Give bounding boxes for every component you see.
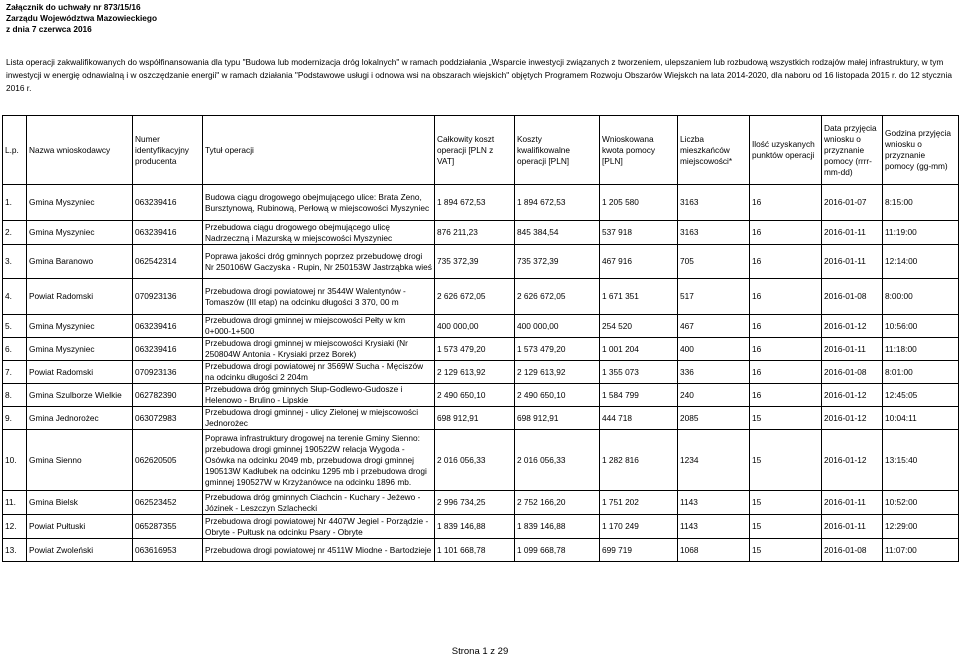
intro-paragraph: Lista operacji zakwalifikowanych do współfinansowania dla typu "Budowa lub modernizacja dróg lokalnych" w ramach poddziałania „Wsparcie inwestycji związanych z tworzeniem, ulepszaniem lub rozbudową wszystkich rodzajów małej infrastruktury, w tym inwestycji w energię odnawialną i w oszczędzanie energii" w ramach działania "Podstawowe usługi i odnowa wsi na obszarach wiejskich" objętych Programem Rozwoju Obszarów Wiejskch na lata 2014-2020, dla naboru od 16 listopada 2015 r. do 12 stycznia 2016 r.	[6, 57, 952, 93]
cell-total-cost: 1 894 672,53	[435, 185, 515, 221]
cell-eligible-cost: 2 129 613,92	[515, 361, 600, 384]
cell-residents: 336	[678, 361, 750, 384]
cell-eligible-cost: 1 573 479,20	[515, 338, 600, 361]
cell-points: 16	[750, 384, 822, 407]
cell-producer-id: 063239416	[133, 185, 203, 221]
cell-lp: 1.	[3, 185, 27, 221]
cell-title: Poprawa jakości dróg gminnych poprzez przebudowę drogi Nr 250106W Gaczyska - Rupin, Nr 250153W Jastrząbka wieś	[203, 245, 435, 279]
cell-requested-amount: 1 170 249	[600, 515, 678, 539]
cell-residents: 1143	[678, 491, 750, 515]
cell-applicant: Gmina Myszyniec	[27, 185, 133, 221]
cell-lp: 5.	[3, 315, 27, 338]
cell-date: 2016-01-08	[822, 539, 883, 562]
cell-eligible-cost: 400 000,00	[515, 315, 600, 338]
col-header-lp: L.p.	[3, 116, 27, 185]
cell-producer-id: 062542314	[133, 245, 203, 279]
col-header-title: Tytuł operacji	[203, 116, 435, 185]
cell-requested-amount: 1 355 073	[600, 361, 678, 384]
cell-lp: 4.	[3, 279, 27, 315]
cell-points: 16	[750, 361, 822, 384]
cell-producer-id: 062523452	[133, 491, 203, 515]
cell-total-cost: 400 000,00	[435, 315, 515, 338]
cell-title: Poprawa infrastruktury drogowej na terenie Gminy Sienno: przebudowa drogi gminnej 190522W relacja Wygoda - Osówka na odcinku 2049 mb, przebudowa drogi gminnej 190513W Kadłubek na odcinku 1295 mb i przebudowa drogi gminnej 190527W w Krzyżanówce na odcinku 1896 mb.	[203, 430, 435, 491]
cell-title: Przebudowa drogi gminnej w miejscowości Pełty w km 0+000-1+500	[203, 315, 435, 338]
cell-title: Przebudowa drogi powiatowej Nr 4407W Jegiel - Porządzie - Obryte - Pułtusk na odcinku Psary - Obryte	[203, 515, 435, 539]
cell-total-cost: 1 101 668,78	[435, 539, 515, 562]
table-row	[3, 407, 959, 430]
cell-time: 12:45:05	[883, 384, 959, 407]
cell-applicant: Gmina Baranowo	[27, 245, 133, 279]
cell-points: 16	[750, 279, 822, 315]
cell-producer-id: 063072983	[133, 407, 203, 430]
table-row	[3, 315, 959, 338]
cell-title: Przebudowa dróg gminnych Słup-Godlewo-Gudosze i Helenowo - Brulino - Lipskie	[203, 384, 435, 407]
col-header-time: Godzina przyjęcia wniosku o przyznanie pomocy (gg-mm)	[883, 116, 959, 185]
cell-requested-amount: 537 918	[600, 221, 678, 245]
cell-title: Przebudowa drogi powiatowej nr 4511W Miodne - Bartodzieje	[203, 539, 435, 562]
cell-producer-id: 063239416	[133, 338, 203, 361]
cell-residents: 1068	[678, 539, 750, 562]
cell-points: 15	[750, 515, 822, 539]
cell-lp: 8.	[3, 384, 27, 407]
table-header-row	[3, 116, 959, 185]
cell-residents: 1143	[678, 515, 750, 539]
cell-residents: 400	[678, 338, 750, 361]
header-line-1: Załącznik do uchwały nr 873/15/16	[6, 2, 141, 12]
cell-title: Przebudowa dróg gminnych Ciachcin - Kuchary - Jeżewo - Józinek - Leszczyn Szlachecki	[203, 491, 435, 515]
col-header-points: Ilość uzyskanych punktów operacji	[750, 116, 822, 185]
col-header-total-cost: Całkowity koszt operacji [PLN z VAT]	[435, 116, 515, 185]
cell-points: 16	[750, 315, 822, 338]
cell-producer-id: 063239416	[133, 315, 203, 338]
cell-date: 2016-01-07	[822, 185, 883, 221]
cell-time: 8:01:00	[883, 361, 959, 384]
cell-points: 15	[750, 430, 822, 491]
cell-producer-id: 062620505	[133, 430, 203, 491]
cell-time: 11:18:00	[883, 338, 959, 361]
cell-date: 2016-01-12	[822, 430, 883, 491]
table-row	[3, 361, 959, 384]
cell-producer-id: 070923136	[133, 361, 203, 384]
cell-time: 10:04:11	[883, 407, 959, 430]
cell-applicant: Gmina Myszyniec	[27, 221, 133, 245]
table-row	[3, 539, 959, 562]
cell-residents: 467	[678, 315, 750, 338]
cell-time: 12:29:00	[883, 515, 959, 539]
table-row	[3, 338, 959, 361]
header-line-2: Zarządu Województwa Mazowieckiego	[6, 13, 158, 23]
cell-applicant: Gmina Sienno	[27, 430, 133, 491]
cell-producer-id: 062782390	[133, 384, 203, 407]
cell-time: 10:56:00	[883, 315, 959, 338]
table-row	[3, 430, 959, 491]
header-line-3: z dnia 7 czerwca 2016	[6, 24, 92, 34]
cell-title: Przebudowa ciągu drogowego obejmującego ulicę Nadrzeczną i Mazurską w miejscowości Myszyniec	[203, 221, 435, 245]
cell-requested-amount: 1 751 202	[600, 491, 678, 515]
cell-producer-id: 063239416	[133, 221, 203, 245]
cell-points: 16	[750, 338, 822, 361]
cell-eligible-cost: 735 372,39	[515, 245, 600, 279]
cell-requested-amount: 699 719	[600, 539, 678, 562]
cell-residents: 517	[678, 279, 750, 315]
cell-residents: 3163	[678, 221, 750, 245]
document-header	[6, 2, 157, 35]
cell-total-cost: 2 490 650,10	[435, 384, 515, 407]
cell-lp: 12.	[3, 515, 27, 539]
cell-title: Przebudowa drogi powiatowej nr 3544W Walentynów - Tomaszów (III etap) na odcinku długości 3 370, 00 m	[203, 279, 435, 315]
cell-date: 2016-01-11	[822, 491, 883, 515]
cell-applicant: Gmina Myszyniec	[27, 338, 133, 361]
col-header-requested-amount: Wnioskowana kwota pomocy [PLN]	[600, 116, 678, 185]
cell-date: 2016-01-11	[822, 338, 883, 361]
cell-time: 13:15:40	[883, 430, 959, 491]
cell-residents: 3163	[678, 185, 750, 221]
cell-producer-id: 070923136	[133, 279, 203, 315]
cell-applicant: Gmina Szulborze Wielkie	[27, 384, 133, 407]
cell-date: 2016-01-11	[822, 515, 883, 539]
table-row	[3, 185, 959, 221]
cell-lp: 3.	[3, 245, 27, 279]
table-row	[3, 279, 959, 315]
cell-requested-amount: 1 205 580	[600, 185, 678, 221]
cell-time: 11:19:00	[883, 221, 959, 245]
cell-date: 2016-01-11	[822, 221, 883, 245]
cell-points: 15	[750, 491, 822, 515]
cell-total-cost: 1 573 479,20	[435, 338, 515, 361]
cell-lp: 6.	[3, 338, 27, 361]
cell-title: Przebudowa drogi gminnej w miejscowości Krysiaki (Nr 250804W Antonia - Krysiaki przez Borek)	[203, 338, 435, 361]
cell-requested-amount: 1 001 204	[600, 338, 678, 361]
cell-residents: 705	[678, 245, 750, 279]
page-number: Strona 1 z 29	[451, 646, 509, 657]
table-row	[3, 515, 959, 539]
cell-lp: 11.	[3, 491, 27, 515]
cell-eligible-cost: 2 752 166,20	[515, 491, 600, 515]
cell-requested-amount: 1 671 351	[600, 279, 678, 315]
table-row	[3, 384, 959, 407]
cell-residents: 1234	[678, 430, 750, 491]
cell-requested-amount: 254 520	[600, 315, 678, 338]
operations-table	[2, 115, 959, 562]
table-row	[3, 245, 959, 279]
cell-eligible-cost: 2 490 650,10	[515, 384, 600, 407]
cell-points: 16	[750, 185, 822, 221]
cell-requested-amount: 444 718	[600, 407, 678, 430]
cell-lp: 9.	[3, 407, 27, 430]
cell-title: Przebudowa drogi powiatowej nr 3569W Sucha - Męciszów na odcinku długości 2 204m	[203, 361, 435, 384]
cell-total-cost: 2 016 056,33	[435, 430, 515, 491]
col-header-residents: Liczba mieszkańców miejscowości*	[678, 116, 750, 185]
cell-total-cost: 876 211,23	[435, 221, 515, 245]
cell-applicant: Powiat Zwoleński	[27, 539, 133, 562]
cell-total-cost: 1 839 146,88	[435, 515, 515, 539]
cell-lp: 7.	[3, 361, 27, 384]
table-row	[3, 491, 959, 515]
cell-eligible-cost: 1 099 668,78	[515, 539, 600, 562]
col-header-applicant: Nazwa wnioskodawcy	[27, 116, 133, 185]
cell-date: 2016-01-12	[822, 407, 883, 430]
cell-eligible-cost: 845 384,54	[515, 221, 600, 245]
cell-residents: 240	[678, 384, 750, 407]
cell-eligible-cost: 1 839 146,88	[515, 515, 600, 539]
cell-applicant: Powiat Radomski	[27, 279, 133, 315]
cell-eligible-cost: 1 894 672,53	[515, 185, 600, 221]
col-header-date: Data przyjęcia wniosku o przyznanie pomocy (rrrr-mm-dd)	[822, 116, 883, 185]
cell-producer-id: 063616953	[133, 539, 203, 562]
cell-applicant: Gmina Myszyniec	[27, 315, 133, 338]
cell-points: 15	[750, 407, 822, 430]
cell-date: 2016-01-11	[822, 245, 883, 279]
cell-lp: 13.	[3, 539, 27, 562]
cell-date: 2016-01-08	[822, 361, 883, 384]
cell-eligible-cost: 2 016 056,33	[515, 430, 600, 491]
cell-date: 2016-01-12	[822, 384, 883, 407]
cell-date: 2016-01-08	[822, 279, 883, 315]
cell-date: 2016-01-12	[822, 315, 883, 338]
cell-requested-amount: 1 282 816	[600, 430, 678, 491]
cell-eligible-cost: 2 626 672,05	[515, 279, 600, 315]
cell-total-cost: 735 372,39	[435, 245, 515, 279]
col-header-producer-id: Numer identyfikacyjny producenta	[133, 116, 203, 185]
cell-total-cost: 2 129 613,92	[435, 361, 515, 384]
cell-time: 10:52:00	[883, 491, 959, 515]
cell-applicant: Powiat Radomski	[27, 361, 133, 384]
cell-total-cost: 2 626 672,05	[435, 279, 515, 315]
cell-applicant: Gmina Bielsk	[27, 491, 133, 515]
cell-time: 8:00:00	[883, 279, 959, 315]
col-header-eligible-cost: Koszty kwalifikowalne operacji [PLN]	[515, 116, 600, 185]
cell-residents: 2085	[678, 407, 750, 430]
cell-points: 15	[750, 539, 822, 562]
cell-total-cost: 2 996 734,25	[435, 491, 515, 515]
cell-time: 12:14:00	[883, 245, 959, 279]
cell-producer-id: 065287355	[133, 515, 203, 539]
cell-points: 16	[750, 221, 822, 245]
cell-time: 8:15:00	[883, 185, 959, 221]
cell-lp: 2.	[3, 221, 27, 245]
cell-applicant: Powiat Pułtuski	[27, 515, 133, 539]
cell-lp: 10.	[3, 430, 27, 491]
cell-applicant: Gmina Jednorożec	[27, 407, 133, 430]
cell-points: 16	[750, 245, 822, 279]
cell-title: Przebudowa drogi gminnej - ulicy Zielonej w miejscowości Jednorożec	[203, 407, 435, 430]
cell-requested-amount: 467 916	[600, 245, 678, 279]
cell-time: 11:07:00	[883, 539, 959, 562]
table-row	[3, 221, 959, 245]
cell-eligible-cost: 698 912,91	[515, 407, 600, 430]
cell-total-cost: 698 912,91	[435, 407, 515, 430]
cell-requested-amount: 1 584 799	[600, 384, 678, 407]
cell-title: Budowa ciągu drogowego obejmującego ulice: Brata Zeno, Bursztynową, Rubinową, Perłową w miejscowości Myszyniec	[203, 185, 435, 221]
